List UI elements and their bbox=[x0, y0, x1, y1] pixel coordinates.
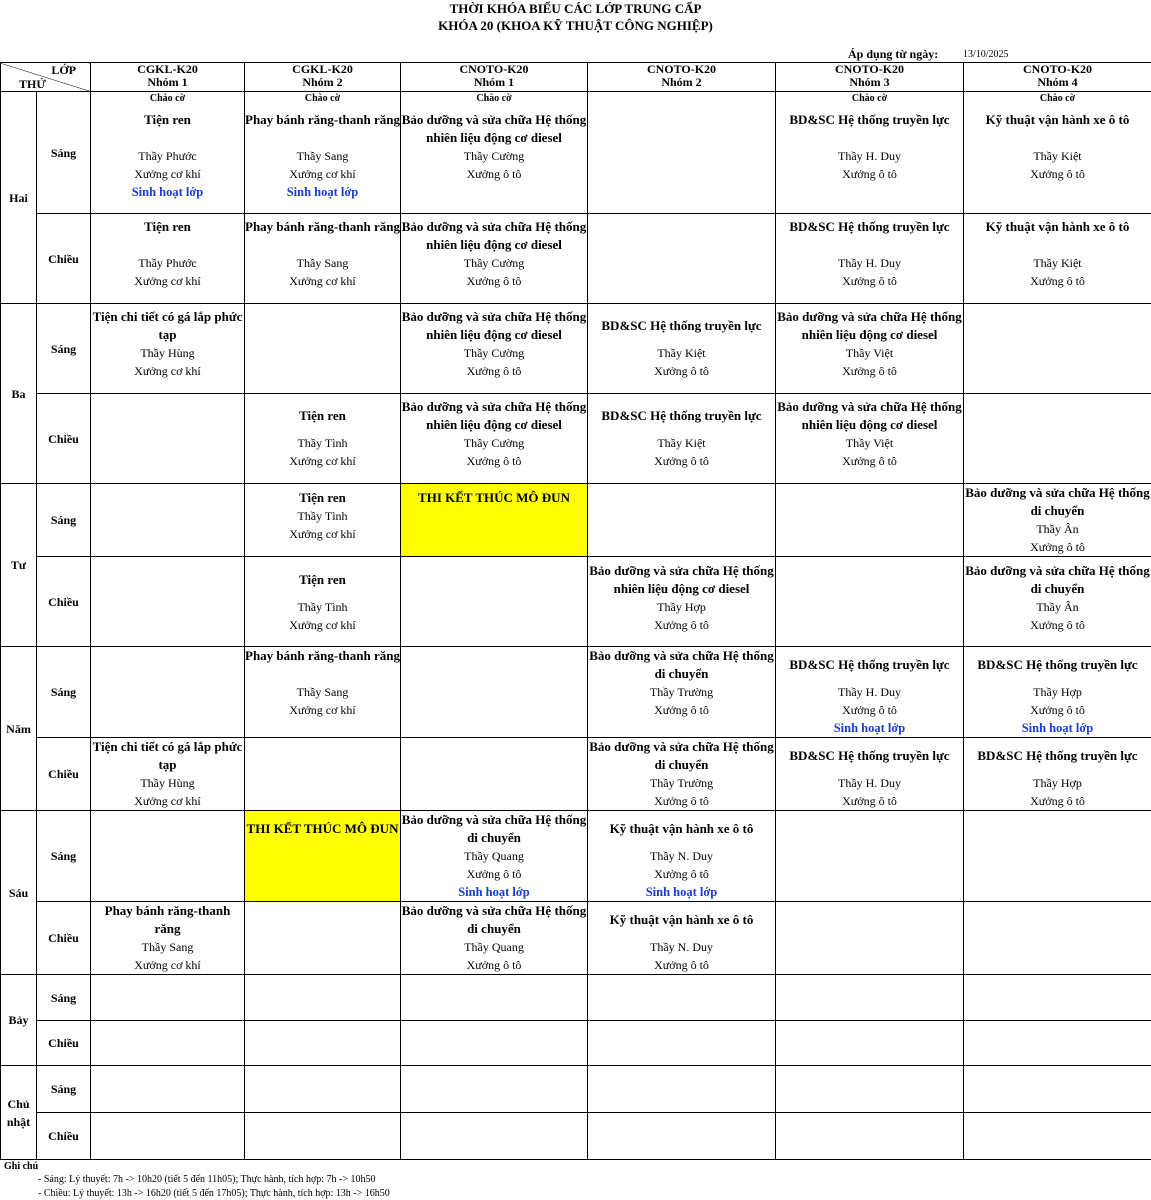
corner-cell bbox=[1, 63, 91, 92]
schedule-cell bbox=[91, 975, 245, 1021]
schedule-cell: BD&SC Hệ thống truyền lực Thầy Hợp Xưởng ô tô Sinh hoạt lớp bbox=[964, 647, 1151, 738]
schedule-cell bbox=[245, 1113, 401, 1160]
schedule-cell bbox=[245, 1021, 401, 1066]
session-label: Chiều bbox=[37, 1113, 91, 1160]
corner-lop: LỚP bbox=[51, 63, 76, 77]
session-label: Sáng bbox=[37, 647, 91, 738]
schedule-cell: Tiện chi tiết có gá lắp phức tạp Thầy Hùng Xưởng cơ khí bbox=[91, 738, 245, 811]
schedule-cell: Bảo dưỡng và sửa chữa Hệ thống nhiên liệu động cơ diesel Thầy Việt Xưởng ô tô bbox=[776, 394, 964, 484]
schedule-cell: Tiện ren Thầy Tình Xưởng cơ khí bbox=[245, 557, 401, 647]
schedule-cell: BD&SC Hệ thống truyền lực Thầy H. Duy Xưởng ô tô bbox=[776, 214, 964, 304]
session-label: Sáng bbox=[37, 975, 91, 1021]
schedule-cell bbox=[964, 975, 1151, 1021]
schedule-cell: Bảo dưỡng và sửa chữa Hệ thống nhiên liệu động cơ diesel Thầy Việt Xưởng ô tô bbox=[776, 304, 964, 394]
schedule-cell: Phay bánh răng-thanh răng Thầy Sang Xưởng cơ khí bbox=[245, 647, 401, 738]
session-label: Chiều bbox=[37, 902, 91, 975]
schedule-cell bbox=[588, 214, 776, 304]
apply-label: Áp dụng từ ngày: bbox=[848, 47, 939, 61]
apply-date: 13/10/2025 bbox=[963, 49, 1009, 60]
schedule-cell: Bảo dưỡng và sửa chữa Hệ thống di chuyển Thầy Ân Xưởng ô tô bbox=[964, 484, 1151, 557]
schedule-cell bbox=[91, 1066, 245, 1113]
schedule-cell bbox=[401, 647, 588, 738]
session-label: Chiều bbox=[37, 1021, 91, 1066]
schedule-cell bbox=[245, 304, 401, 394]
schedule-cell bbox=[401, 557, 588, 647]
page-title: THỜI KHÓA BIỂU CÁC LỚP TRUNG CẤP bbox=[449, 1, 702, 16]
schedule-cell: Tiện chi tiết có gá lắp phức tạp Thầy Hùng Xưởng cơ khí bbox=[91, 304, 245, 394]
day-label: Chủ nhật bbox=[1, 1066, 37, 1160]
schedule-cell bbox=[588, 484, 776, 557]
schedule-cell: Chào cờ BD&SC Hệ thống truyền lực Thầy H. Duy Xưởng ô tô bbox=[776, 92, 964, 214]
corner-thu: THỨ bbox=[19, 77, 46, 91]
schedule-cell: Bảo dưỡng và sửa chữa Hệ thống di chuyển Thầy Quang Xưởng ô tô Sinh hoạt lớp bbox=[401, 811, 588, 902]
schedule-cell bbox=[401, 1021, 588, 1066]
schedule-cell bbox=[776, 975, 964, 1021]
exam-cell: THI KẾT THÚC MÔ ĐUN bbox=[401, 484, 588, 557]
class-header: CNOTO-K20 Nhóm 3 bbox=[776, 63, 964, 92]
session-label: Sáng bbox=[37, 484, 91, 557]
schedule-cell bbox=[964, 902, 1151, 975]
schedule-cell bbox=[401, 1113, 588, 1160]
schedule-cell: Bảo dưỡng và sửa chữa Hệ thống di chuyển Thầy Quang Xưởng ô tô bbox=[401, 902, 588, 975]
schedule-cell bbox=[91, 557, 245, 647]
schedule-cell bbox=[91, 1113, 245, 1160]
schedule-cell bbox=[91, 1021, 245, 1066]
schedule-cell: Bảo dưỡng và sửa chữa Hệ thống nhiên liệu động cơ diesel Thầy Cường Xưởng ô tô bbox=[401, 304, 588, 394]
schedule-cell bbox=[91, 394, 245, 484]
schedule-cell bbox=[588, 1113, 776, 1160]
schedule-cell bbox=[964, 1021, 1151, 1066]
day-label: Bảy bbox=[1, 975, 37, 1066]
notes-label: Ghi chú bbox=[4, 1161, 39, 1172]
schedule-cell: Bảo dưỡng và sửa chữa Hệ thống nhiên liệu động cơ diesel Thầy Cường Xưởng ô tô bbox=[401, 394, 588, 484]
schedule-cell: Chào cờ Kỹ thuật vận hành xe ô tô Thầy Kiệt Xưởng ô tô bbox=[964, 92, 1151, 214]
session-label: Sáng bbox=[37, 304, 91, 394]
schedule-cell bbox=[776, 1113, 964, 1160]
schedule-cell bbox=[776, 1021, 964, 1066]
notes-line: - Sáng: Lý thuyết: 7h -> 10h20 (tiết 5 đến 11h05); Thực hành, tích hợp: 7h -> 10h50 bbox=[38, 1174, 376, 1185]
schedule-cell: Chào cờ Bảo dưỡng và sửa chữa Hệ thống nhiên liệu động cơ diesel Thầy Cường Xưởng ô tô bbox=[401, 92, 588, 214]
class-header: CNOTO-K20 Nhóm 1 bbox=[401, 63, 588, 92]
schedule-cell: Tiện ren Thầy Tình Xưởng cơ khí bbox=[245, 394, 401, 484]
schedule-cell bbox=[245, 902, 401, 975]
notes-line: - Chiều: Lý thuyết: 13h -> 16h20 (tiết 5 đến 17h05); Thực hành, tích hợp: 13h -> 16h50 bbox=[38, 1188, 390, 1199]
schedule-cell bbox=[401, 975, 588, 1021]
schedule-cell bbox=[401, 738, 588, 811]
schedule-cell bbox=[245, 1066, 401, 1113]
schedule-cell bbox=[245, 738, 401, 811]
schedule-cell bbox=[776, 484, 964, 557]
schedule-cell: Kỹ thuật vận hành xe ô tô Thầy Kiệt Xưởng ô tô bbox=[964, 214, 1151, 304]
schedule-cell bbox=[964, 1066, 1151, 1113]
schedule-cell bbox=[776, 557, 964, 647]
class-header: CNOTO-K20 Nhóm 2 bbox=[588, 63, 776, 92]
session-label: Chiều bbox=[37, 738, 91, 811]
schedule-cell: BD&SC Hệ thống truyền lực Thầy H. Duy Xưởng ô tô bbox=[776, 738, 964, 811]
schedule-cell: Bảo dưỡng và sửa chữa Hệ thống nhiên liệu động cơ diesel Thầy Cường Xưởng ô tô bbox=[401, 214, 588, 304]
schedule-cell bbox=[588, 92, 776, 214]
day-label: Sáu bbox=[1, 811, 37, 975]
schedule-cell: BD&SC Hệ thống truyền lực Thầy H. Duy Xưởng ô tô Sinh hoạt lớp bbox=[776, 647, 964, 738]
schedule-cell: Phay bánh răng-thanh răng Thầy Sang Xưởng cơ khí bbox=[91, 902, 245, 975]
session-label: Chiều bbox=[37, 214, 91, 304]
day-label: Ba bbox=[1, 304, 37, 484]
class-header: CGKL-K20 Nhóm 1 bbox=[91, 63, 245, 92]
schedule-cell: Kỹ thuật vận hành xe ô tô Thầy N. Duy Xưởng ô tô Sinh hoạt lớp bbox=[588, 811, 776, 902]
schedule-cell bbox=[401, 1066, 588, 1113]
page-subtitle: KHÓA 20 (KHOA KỸ THUẬT CÔNG NGHIỆP) bbox=[438, 18, 713, 33]
schedule-cell bbox=[245, 975, 401, 1021]
schedule-cell bbox=[588, 1021, 776, 1066]
class-header: CGKL-K20 Nhóm 2 bbox=[245, 63, 401, 92]
schedule-cell: Bảo dưỡng và sửa chữa Hệ thống di chuyển Thầy Trường Xưởng ô tô bbox=[588, 647, 776, 738]
session-label: Sáng bbox=[37, 811, 91, 902]
schedule-cell: Bảo dưỡng và sửa chữa Hệ thống di chuyển Thầy Ân Xưởng ô tô bbox=[964, 557, 1151, 647]
schedule-cell: Bảo dưỡng và sửa chữa Hệ thống di chuyển Thầy Trường Xưởng ô tô bbox=[588, 738, 776, 811]
session-label: Chiều bbox=[37, 394, 91, 484]
session-label: Sáng bbox=[37, 1066, 91, 1113]
schedule-cell bbox=[588, 1066, 776, 1113]
schedule-cell bbox=[588, 975, 776, 1021]
session-label: Sáng bbox=[37, 92, 91, 214]
schedule-cell: Phay bánh răng-thanh răng Thầy Sang Xưởng cơ khí bbox=[245, 214, 401, 304]
day-label: Năm bbox=[1, 647, 37, 811]
exam-cell: THI KẾT THÚC MÔ ĐUN bbox=[245, 811, 401, 902]
schedule-cell bbox=[91, 647, 245, 738]
schedule-cell bbox=[776, 902, 964, 975]
schedule-cell: Kỹ thuật vận hành xe ô tô Thầy N. Duy Xưởng ô tô bbox=[588, 902, 776, 975]
schedule-cell: Chào cờ Tiện ren Thầy Phước Xưởng cơ khí Sinh hoạt lớp bbox=[91, 92, 245, 214]
timetable bbox=[0, 62, 1151, 1160]
schedule-cell bbox=[776, 811, 964, 902]
schedule-cell: Tiện ren Thầy Phước Xưởng cơ khí bbox=[91, 214, 245, 304]
schedule-cell: BD&SC Hệ thống truyền lực Thầy Kiệt Xưởng ô tô bbox=[588, 304, 776, 394]
schedule-cell: BD&SC Hệ thống truyền lực Thầy Hợp Xưởng ô tô bbox=[964, 738, 1151, 811]
class-header: CNOTO-K20 Nhóm 4 bbox=[964, 63, 1151, 92]
day-label: Tư bbox=[1, 484, 37, 647]
schedule-cell bbox=[91, 484, 245, 557]
session-label: Chiều bbox=[37, 557, 91, 647]
schedule-cell bbox=[91, 811, 245, 902]
schedule-cell bbox=[776, 1066, 964, 1113]
day-label: Hai bbox=[1, 92, 37, 304]
schedule-cell: BD&SC Hệ thống truyền lực Thầy Kiệt Xưởng ô tô bbox=[588, 394, 776, 484]
schedule-cell: Tiện ren Thầy Tình Xưởng cơ khí bbox=[245, 484, 401, 557]
schedule-cell bbox=[964, 394, 1151, 484]
schedule-cell bbox=[964, 811, 1151, 902]
schedule-cell: Bảo dưỡng và sửa chữa Hệ thống nhiên liệu động cơ diesel Thầy Hợp Xưởng ô tô bbox=[588, 557, 776, 647]
schedule-cell: Chào cờ Phay bánh răng-thanh răng Thầy Sang Xưởng cơ khí Sinh hoạt lớp bbox=[245, 92, 401, 214]
schedule-cell bbox=[964, 1113, 1151, 1160]
schedule-cell bbox=[964, 304, 1151, 394]
